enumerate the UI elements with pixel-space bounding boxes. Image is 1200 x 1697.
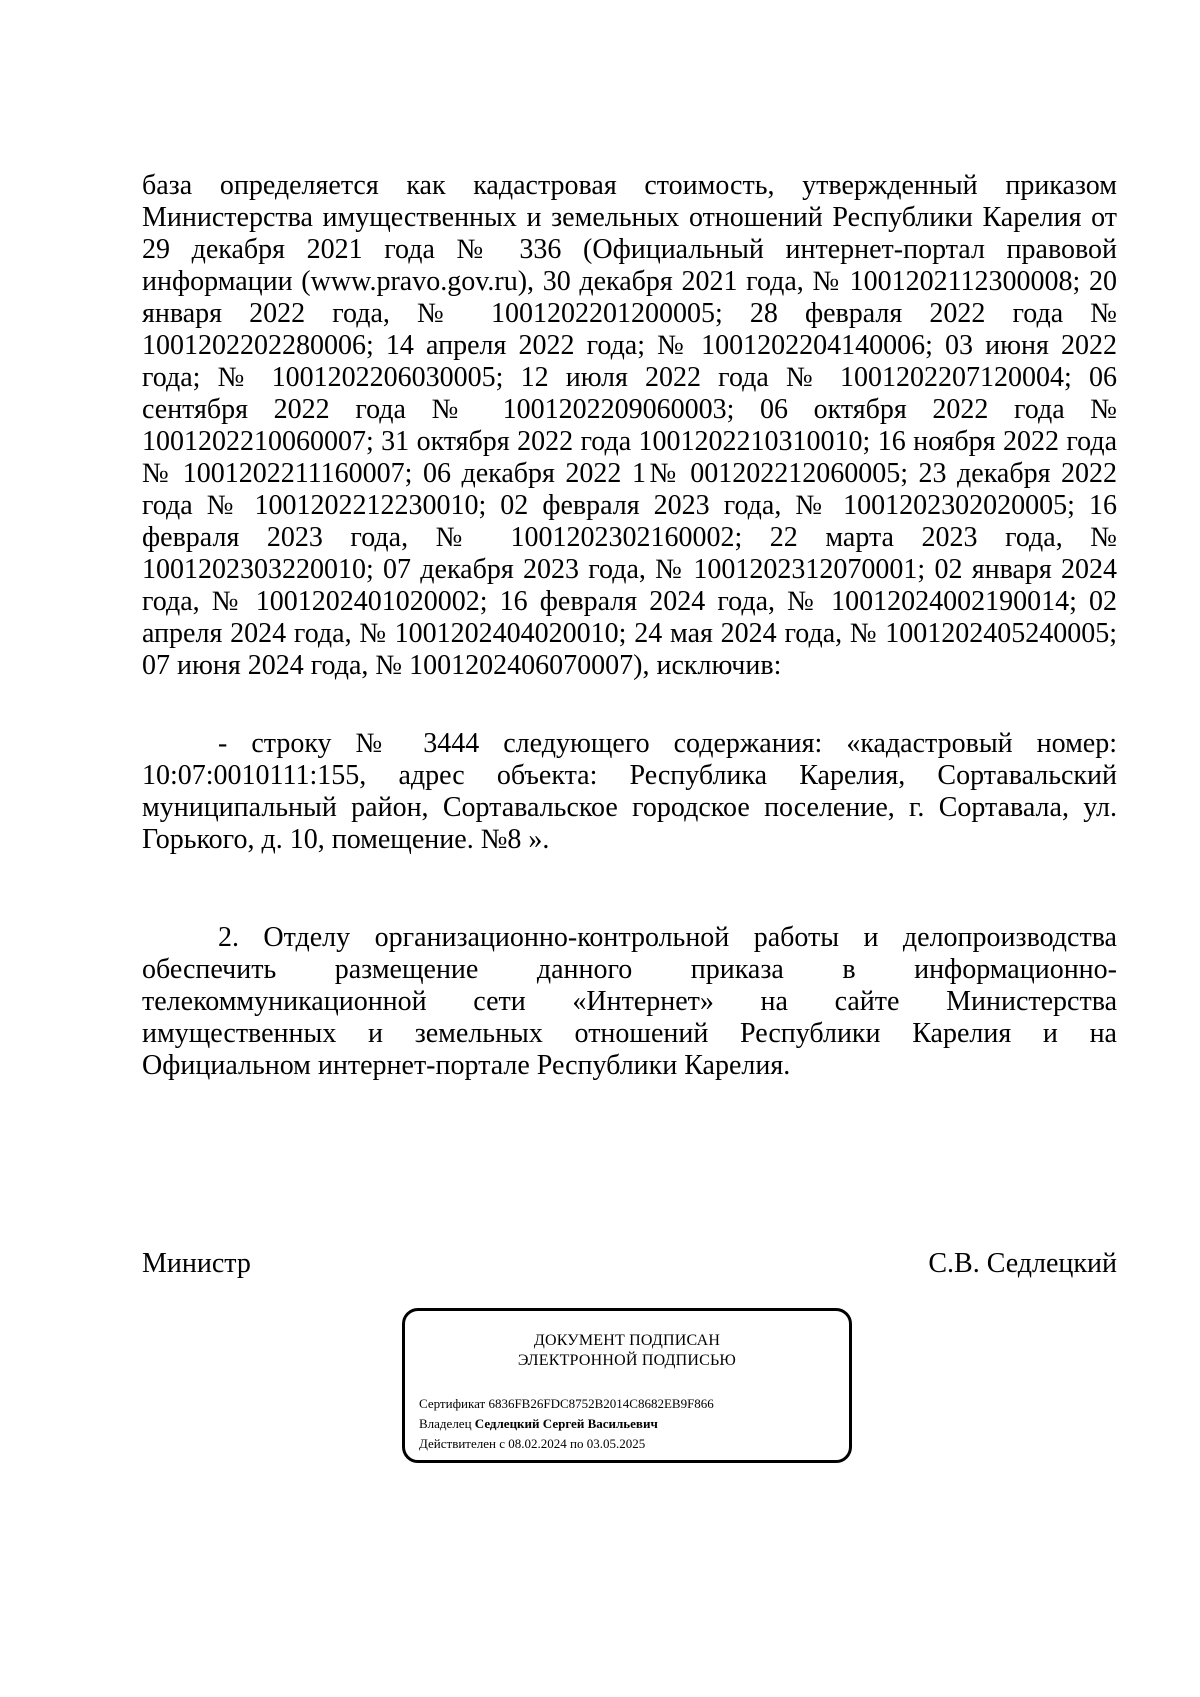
stamp-title-line-2: ЭЛЕКТРОННОЙ ПОДПИСЬЮ [517,1352,737,1369]
continuation-paragraph: база определяется как кадастровая стоимость, утвержденный приказом Министерства имущественных и земельных отношений Республики Карелия от 29 декабря 2021 года № 336 (Официальный интернет-портал правовой информации (www.pravo.gov.ru), 30 декабря 2021 года, № 1001202112300008; 20 января 2022 года, № 1001202201200005; 28 февраля 2022 года № 1001202202280006; 14 апреля 2022 года; № 1001202204140006; 03 июня 2022 года; № 1001202206030005; 12 июля 2022 года № 1001202207120004; 06 сентября 2022 года № 1001202209060003; 06 октября 2022 года № 1001202210060007; 31 октября 2022 года 1001202210310010; 16 ноября 2022 года № 1001202211160007; 06 декабря 2022 1№ 001202212060005; 23 декабря 2022 года № 1001202212230010; 02 февраля 2023 года, № 1001202302020005; 16 февраля 2023 года, № 1001202302160002; 22 марта 2023 года, № 1001202303220010; 07 декабря 2023 года, № 1001202312070001; 02 января 2024 года, № 1001202401020002; 16 февраля 2024 года, № 10012024002190014; 02 апреля 2024 года, № 1001202404020010; 24 мая 2024 года, № 1001202405240005; 07 июня 2024 года, № 1001202406070007), исключив: [142,170,1117,681]
certificate-label: Сертификат [419,1396,486,1411]
validity-line [419,1434,839,1454]
valid-to-label: по [570,1436,584,1451]
owner-label: Владелец [419,1416,472,1431]
signature-block [142,1248,1117,1284]
owner-line [419,1414,839,1434]
owner-value: Седлецкий Сергей Васильевич [474,1416,658,1431]
certificate-value: 6836FB26FDC8752B2014C8682EB9F866 [488,1396,714,1411]
instruction-paragraph: 2. Отделу организационно-контрольной работы и делопроизводства обеспечить размещение данного приказа в информационно-телекоммуникационной сети «Интернет» на сайте Министерства имущественных и земельных отношений Республики Карелия и на Официальном интернет-портале Республики Карелия. [142,922,1117,1081]
signer-name: С.В. Седлецкий [928,1248,1117,1279]
electronic-signature-stamp [402,1308,852,1463]
stamp-title-line-1: ДОКУМЕНТ ПОДПИСАН [533,1332,721,1349]
valid-label: Действителен [419,1436,496,1451]
exclusion-paragraph: - строку № 3444 следующего содержания: «кадастровый номер: 10:07:0010111:155, адрес объекта: Республика Карелия, Сортавальский муниципальный район, Сортавальское городское поселение, г. Сортавала, ул. Горького, д. 10, помещение. №8 ». [142,728,1117,855]
valid-to: 03.05.2025 [586,1436,646,1451]
certificate-line [419,1394,839,1414]
stamp-title [405,1331,849,1371]
valid-from: 08.02.2024 [508,1436,567,1451]
stamp-details [419,1394,839,1454]
valid-from-label: с [499,1436,505,1451]
signer-position: Министр [142,1248,251,1279]
